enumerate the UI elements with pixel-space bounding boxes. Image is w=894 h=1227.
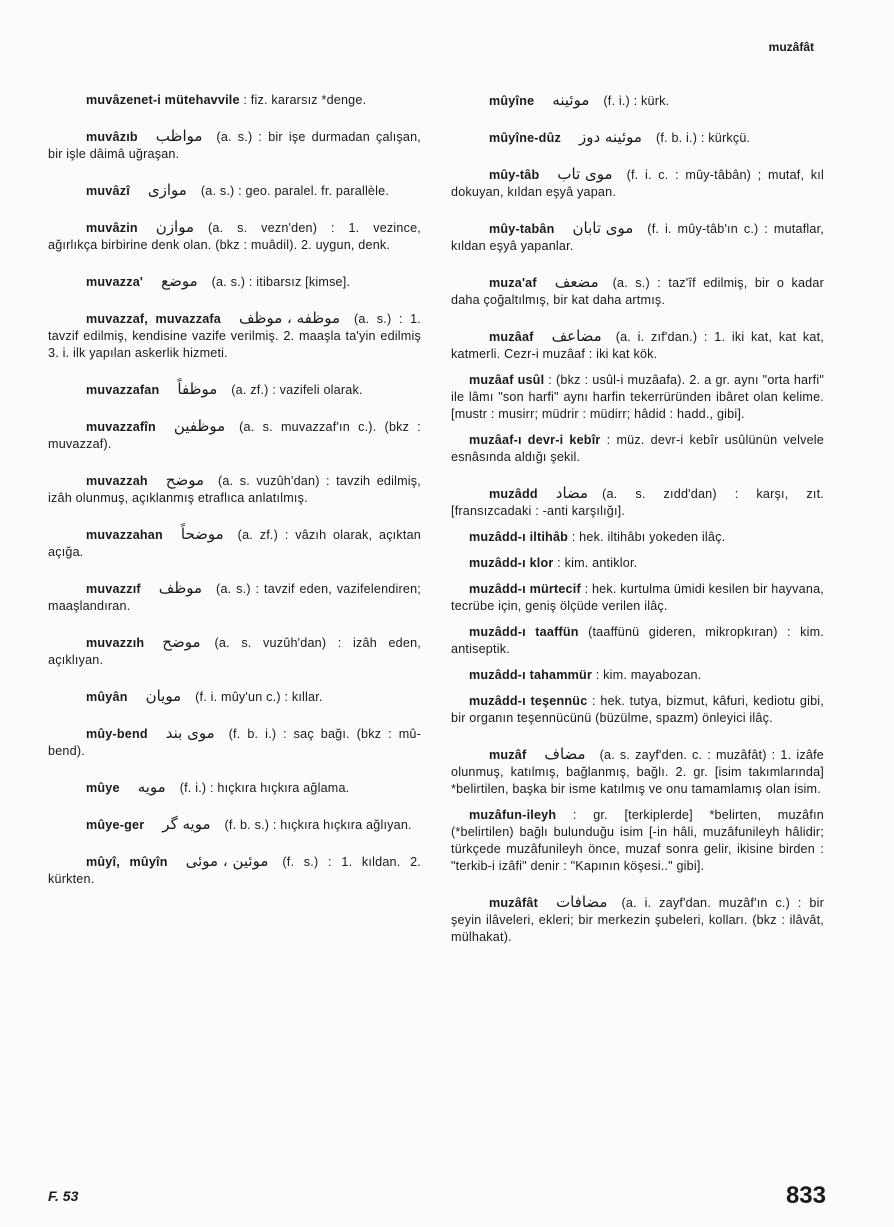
definition: (f. i.) : kürk. [603,94,670,108]
definition: (f. i. c. : mûy-tâbân) ; mutaf, kıl dokuyan, kıldan eşyâ yapan. [451,168,824,199]
dictionary-entry [48,273,421,291]
headword: muzâaf-ı devr-i kebîr [469,433,601,447]
dictionary-entry [451,581,824,615]
definition: : fiz. kararsız *denge. [243,93,367,107]
headword: mûye [86,781,120,795]
headword: muzâdd-ı taaffün [469,625,579,639]
headword: mûyân [86,690,128,704]
definition: (a. i. zıf'dan.) : 1. iki kat, kat kat, katmerli. Cezr-i muzâaf : iki kat kök. [451,330,824,361]
dictionary-entry [451,667,824,684]
headword: muzâdd-ı mürtecif [469,582,581,596]
arabic-script: مضاعف [551,327,602,345]
headword: mûy-tâb [489,168,540,182]
dictionary-entry [48,634,421,669]
definition: (f. i. mûy'un c.) : kıllar. [195,690,323,704]
headword: mûy-tabân [489,222,555,236]
arabic-script: مويه [137,778,166,796]
definition: (a. s.) : itibarsız [kimse]. [211,275,351,289]
headword: muvazzafan [86,383,160,397]
arabic-script: مضافات [555,893,608,911]
headword: muzâdd-ı tahammür [469,668,593,682]
definition: : kim. mayabozan. [595,668,702,682]
definition: (f. i. mûy-tâb'ın c.) : mutaflar, kıldan eşyâ yapanlar. [451,222,824,253]
running-head: muzâfât [768,40,814,54]
left-column [48,92,421,907]
dictionary-entry [48,688,421,706]
arabic-script: موى بند [165,724,215,742]
dictionary-entry [48,526,421,561]
headword: muvazzahan [86,528,163,542]
arabic-script: مويان [145,687,182,705]
dictionary-entry [451,92,824,110]
definition: (taaffünü gideren, mikropkıran) : kim. antiseptik. [451,625,825,656]
arabic-script: موئينه دوز [578,128,642,146]
headword: muza'af [489,276,537,290]
arabic-script: موئين ، موئى [185,852,269,870]
dictionary-entry [451,624,824,658]
definition: : gr. [terkiplerde] *belirten, muzâfın (*belirtilen) bağlı bulunduğu isim [-in hâli, muzâfunileyh hâlidir; türkçede muzâfunileyh önce, muzaf sonra gelir, ikisine birden : "terkib-i izâfi" denir : "Kapının köşesi.." gibi]. [451,808,824,873]
definition: (a. s. zayf'den. c. : muzâfât) : 1. izâfe olunmuş, katılmış, bağlanmış, bağlı. 2. gr. [isim takımlarında] *belirtilen, başka bir isme katılmış ve onu tamamlamış olan isim. [451,748,824,796]
headword: muzâfât [489,896,538,910]
dictionary-entry [48,92,421,109]
headword: muzâaf [489,330,534,344]
dictionary-entry [48,725,421,760]
right-column [451,92,824,965]
headword: muzâdd-ı klor [469,556,554,570]
definition: : hek. kurtulma ümidi kesilen bir hayvana, tecrübe için, geniş ölçüde verilen ilâç. [451,582,824,613]
dictionary-entry [451,894,824,946]
arabic-script: موازى [147,181,187,199]
definition: : kim. antiklor. [557,556,638,570]
dictionary-entry [451,274,824,309]
headword: muvazzıh [86,636,145,650]
definition: (a. s. muvazzaf'ın c.). (bkz : muvazzaf). [48,420,421,451]
definition: : hek. iltihâbı yokeden ilâç. [571,530,726,544]
dictionary-entry [451,129,824,147]
dictionary-entry [48,310,421,362]
dictionary-entry [48,182,421,200]
definition: (a. s.) : bir işe durmadan çalışan, bir işle dâimâ uğraşan. [48,130,421,161]
dictionary-entry [48,472,421,507]
headword: muvazzıf [86,582,141,596]
definition: (a. zf.) : vâzıh olarak, açıktan açığa. [48,528,421,559]
dictionary-entry [451,555,824,572]
headword: muzâfun-ileyh [469,808,557,822]
headword: muzâaf usûl [469,373,545,387]
arabic-script: مضاد [555,484,589,502]
definition: (a. zf.) : vazifeli olarak. [231,383,363,397]
arabic-script: مويه گر [162,815,211,833]
dictionary-entry [451,220,824,255]
dictionary-entry [48,381,421,399]
headword: muvazza' [86,275,144,289]
arabic-script: مضاف [544,745,586,763]
headword: muvazzaf, muvazzafa [86,312,221,326]
page-number: 833 [785,1182,826,1209]
dictionary-entry [451,166,824,201]
definition: : (bkz : usûl-i muzâafa). 2. a gr. aynı "orta harfi" ile lâmı "son harfi" aynı harfin tekerrüründen ibâret olan kelime. [mustr : musirr; müdrir : müdirr; hâdid : hadd., gibi]. [451,373,824,421]
definition: (a. s. vuzûh'dan) : izâh eden, açıklıyan. [48,636,421,667]
headword: muvâzin [86,221,138,235]
definition: (f. s.) : 1. kıldan. 2. kürkten. [48,855,421,886]
dictionary-entry [48,219,421,254]
definition: (a. s.) : taz'îf edilmiş, bir o kadar daha çoğaltılmış, bir kat daha artmış. [451,276,824,307]
signature-mark: F. 53 [48,1188,79,1204]
arabic-script: موظفين [173,417,226,435]
dictionary-entry [451,529,824,546]
arabic-script: موئينه [552,91,590,109]
arabic-script: موظفه ، موظف [239,309,340,327]
definition: (a. s.) : tavzif eden, vazifelendiren; maaşlandıran. [48,582,421,613]
dictionary-entry [48,580,421,615]
headword: muzâdd [489,487,538,501]
definition: (a. s.) : geo. paralel. fr. parallèle. [200,184,390,198]
definition: (f. b. s.) : hıçkıra hıçkıra ağlıyan. [224,818,412,832]
dictionary-entry [48,853,421,888]
arabic-script: موى تاب [557,165,613,183]
headword: muvâzî [86,184,130,198]
definition: (a. i. zayf'dan. muzâf'ın c.) : bir şeyin ilâveleri, ekleri; bir merkezin şubeleri, kolları. (bkz : ilâvât, mülhakat). [451,896,824,944]
dictionary-entry [451,432,824,466]
headword: mûye-ger [86,818,145,832]
headword: muvâzıb [86,130,138,144]
headword: muzâf [489,748,527,762]
definition: (a. s. vezn'den) : 1. vezince, ağırlıkça birbirine denk olan. (bkz : muâdil). 2. uygun, denk. [48,221,421,252]
arabic-script: موضح [162,633,201,651]
headword: mûyîne [489,94,535,108]
dictionary-entry [48,816,421,834]
headword: muzâdd-ı teşennüc [469,694,588,708]
headword: mûy-bend [86,727,148,741]
definition: (f. i.) : hıçkıra hıçkıra ağlama. [179,781,350,795]
arabic-script: موى تابان [572,219,634,237]
definition: : hek. tutya, bizmut, kâfuri, kediotu gibi, bir organın teşennücünü (büzülme, spazm) önleyici ilâç. [451,694,824,725]
arabic-script: موازن [155,218,195,236]
arabic-script: موضع [161,272,198,290]
headword: muvâzenet-i mütehavvile [86,93,240,107]
arabic-script: موضحاً [180,525,224,543]
headword: muzâdd-ı iltihâb [469,530,569,544]
dictionary-entry [451,328,824,363]
definition: (a. s.) : 1. tavzif edilmiş, kendisine vazife verilmiş. 2. maaşla ta'yin edilmiş 3. i. ilk yapılan askerlik hizmeti. [48,312,421,360]
dictionary-entry [451,372,824,423]
arabic-script: مضعف [554,273,599,291]
dictionary-entry [451,807,824,875]
arabic-script: موضح [165,471,204,489]
dictionary-entry [48,779,421,797]
headword: mûyî, mûyîn [86,855,168,869]
dictionary-entry [48,128,421,163]
arabic-script: موظف [158,579,203,597]
dictionary-entry [451,746,824,798]
dictionary-entry [451,485,824,520]
arabic-script: موظفاً [177,380,218,398]
definition: : müz. devr-i kebîr usûlünün velvele esnâsında aldığı şekil. [451,433,825,464]
definition: (a. s. zıdd'dan) : karşı, zıt. [fransızcadaki : -anti karşılığı]. [451,487,824,518]
dictionary-entry [451,693,824,727]
dictionary-entry [48,418,421,453]
definition: (a. s. vuzûh'dan) : tavzih edilmiş, izâh olunmuş, açıklanmış etraflıca anlatılmış. [48,474,421,505]
headword: muvazzafîn [86,420,156,434]
definition: (f. b. i.) : saç bağı. (bkz : mû-bend). [48,727,421,758]
headword: mûyîne-dûz [489,131,561,145]
headword: muvazzah [86,474,148,488]
arabic-script: مواظب [155,127,203,145]
definition: (f. b. i.) : kürkçü. [655,131,751,145]
